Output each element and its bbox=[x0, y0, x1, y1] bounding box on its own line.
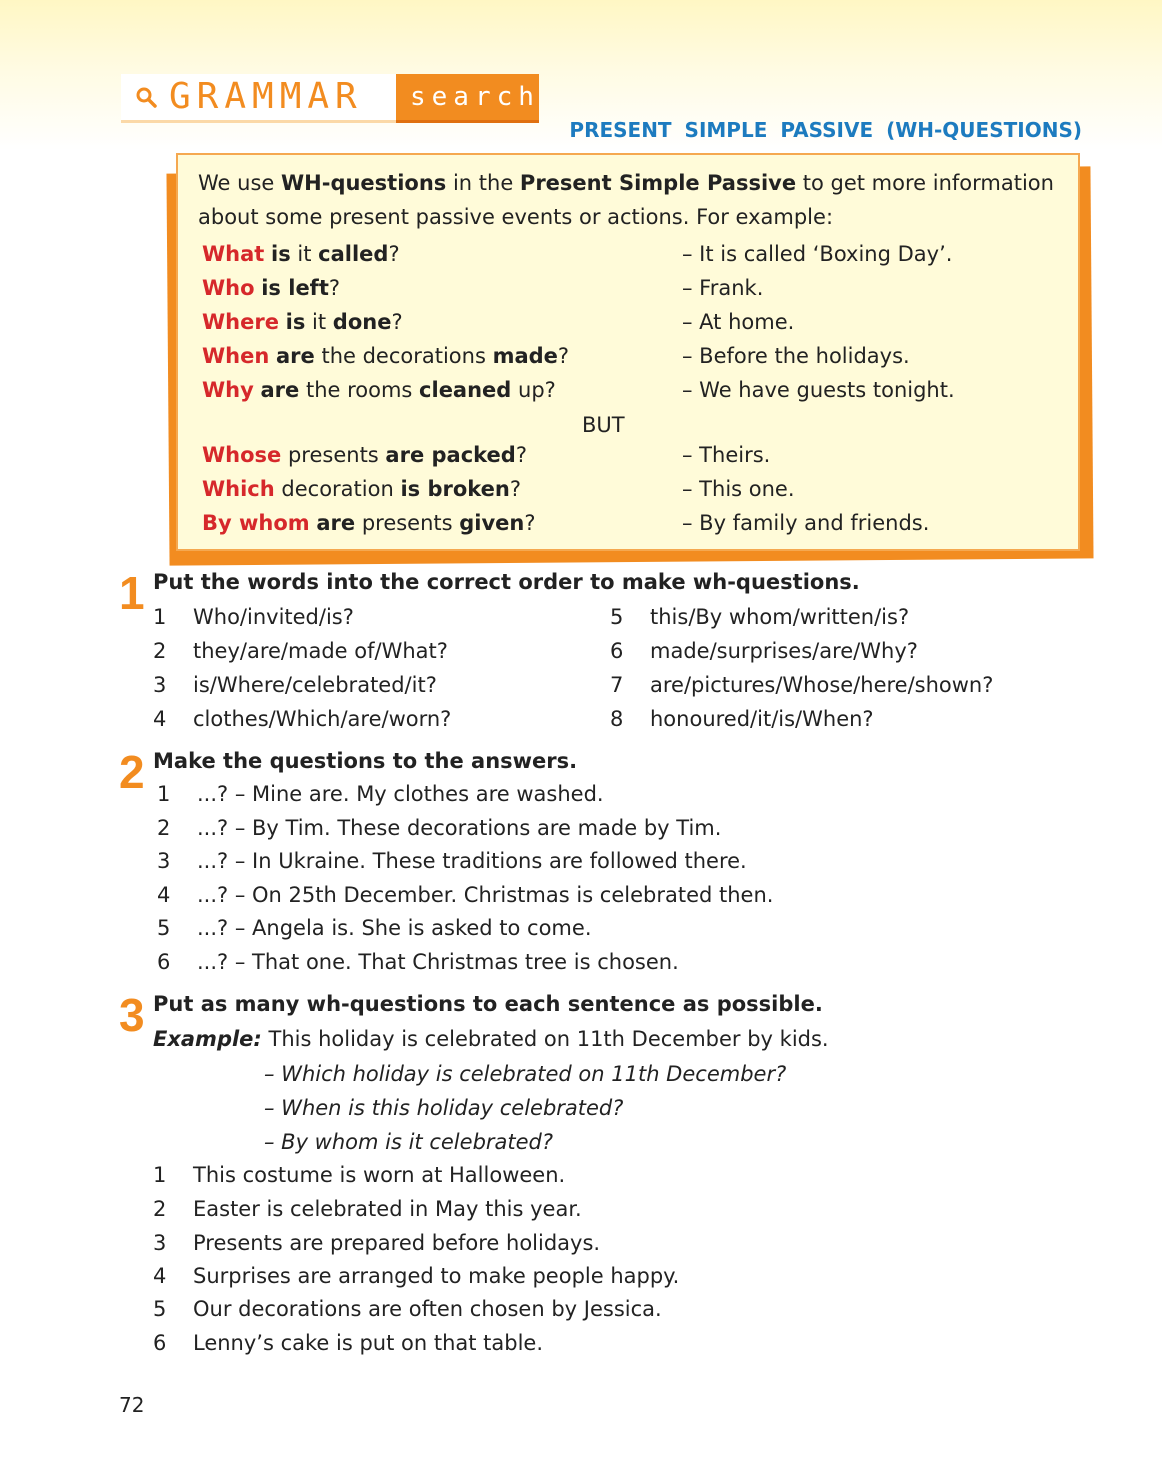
list-item: 6 Lenny’s cake is put on that table. bbox=[153, 1331, 544, 1355]
rule-box bbox=[176, 153, 1080, 551]
example-question: Why are the rooms cleaned up? bbox=[202, 378, 556, 402]
example-question: Where is it done? bbox=[202, 310, 403, 334]
example-question: What is it called? bbox=[202, 242, 400, 266]
example-answer: – This one. bbox=[682, 477, 795, 501]
but-label: BUT bbox=[582, 413, 625, 437]
list-item: 5 ...? – Angela is. She is asked to come. bbox=[157, 916, 592, 940]
section-title: PRESENT SIMPLE PASSIVE (WH-QUESTIONS) bbox=[569, 118, 1082, 142]
example-answer: – By family and friends. bbox=[682, 511, 930, 535]
search-label: search bbox=[410, 82, 540, 112]
search-icon bbox=[135, 86, 157, 108]
example-question: By whom are presents given? bbox=[202, 511, 536, 535]
exercise-2-title: Make the questions to the answers. bbox=[153, 749, 578, 773]
list-item: 4 Surprises are arranged to make people happy. bbox=[153, 1264, 680, 1288]
exercise-1-title: Put the words into the correct order to make wh-questions. bbox=[153, 570, 860, 594]
list-item: 6 made/surprises/are/Why? bbox=[610, 639, 918, 663]
grammar-search-header bbox=[121, 74, 539, 122]
rule-intro-line-2: about some present passive events or actions. For example: bbox=[198, 205, 834, 229]
list-item: 4 ...? – On 25th December. Christmas is celebrated then. bbox=[157, 883, 774, 907]
exercise-2-number: 2 bbox=[119, 746, 145, 798]
example-answer: – Which holiday is celebrated on 11th December? bbox=[264, 1062, 787, 1086]
list-item: 1 Who/invited/is? bbox=[153, 605, 354, 629]
example-answer: – We have guests tonight. bbox=[682, 378, 955, 402]
list-item: 3 is/Where/celebrated/it? bbox=[153, 673, 437, 697]
list-item: 2 Easter is celebrated in May this year. bbox=[153, 1197, 582, 1221]
example-answer: – At home. bbox=[682, 310, 795, 334]
list-item: 5 this/By whom/written/is? bbox=[610, 605, 910, 629]
list-item: 7 are/pictures/Whose/here/shown? bbox=[610, 673, 994, 697]
exercise-3-number: 3 bbox=[119, 989, 145, 1041]
example-question: When are the decorations made? bbox=[202, 344, 570, 368]
list-item: 3 ...? – In Ukraine. These traditions are followed there. bbox=[157, 849, 747, 873]
exercise-3-title: Put as many wh-questions to each sentence as possible. bbox=[153, 992, 823, 1016]
example-answer: – It is called ‘Boxing Day’. bbox=[682, 242, 953, 266]
list-item: 6 ...? – That one. That Christmas tree is chosen. bbox=[157, 950, 679, 974]
example-question: Which decoration is broken? bbox=[202, 477, 522, 501]
example-answer: – Frank. bbox=[682, 276, 764, 300]
header-right-panel bbox=[396, 74, 539, 123]
example-answer: – Theirs. bbox=[682, 443, 771, 467]
rule-intro-line-1: We use WH-questions in the Present Simple Passive to get more information bbox=[198, 171, 1054, 195]
list-item: 5 Our decorations are often chosen by Jessica. bbox=[153, 1297, 662, 1321]
list-item: 1 This costume is worn at Halloween. bbox=[153, 1163, 566, 1187]
list-item: 2 ...? – By Tim. These decorations are made by Tim. bbox=[157, 816, 722, 840]
example-question: Whose presents are packed? bbox=[202, 443, 527, 467]
list-item: 2 they/are/made of/What? bbox=[153, 639, 448, 663]
list-item: 3 Presents are prepared before holidays. bbox=[153, 1231, 601, 1255]
example-answer: – Before the holidays. bbox=[682, 344, 910, 368]
grammar-label: GRAMMAR bbox=[169, 76, 363, 117]
example-question: Who is left? bbox=[202, 276, 341, 300]
page-number: 72 bbox=[119, 1393, 145, 1417]
example-answer: – By whom is it celebrated? bbox=[264, 1130, 554, 1154]
list-item: 8 honoured/it/is/When? bbox=[610, 707, 874, 731]
exercise-1-number: 1 bbox=[119, 567, 145, 619]
list-item: 4 clothes/Which/are/worn? bbox=[153, 707, 452, 731]
list-item: 1 ...? – Mine are. My clothes are washed. bbox=[157, 782, 604, 806]
header-left-panel bbox=[121, 74, 396, 123]
example-line: Example: This holiday is celebrated on 11th December by kids. bbox=[153, 1027, 829, 1051]
example-answer: – When is this holiday celebrated? bbox=[264, 1096, 624, 1120]
